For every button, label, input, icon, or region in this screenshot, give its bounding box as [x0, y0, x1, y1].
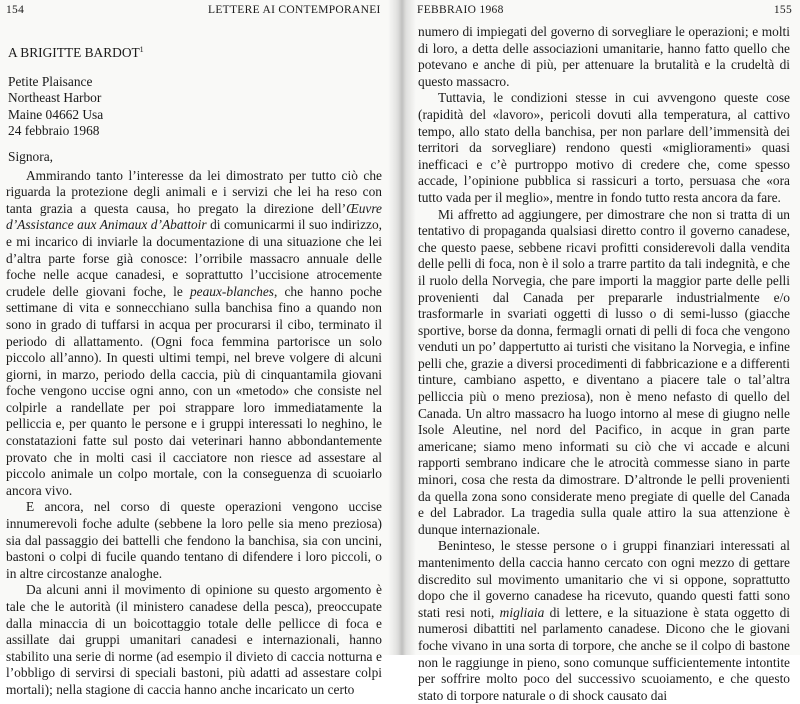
right-text [418, 24, 790, 704]
address-line: Petite Plaisance [8, 73, 93, 89]
sender-address [6, 74, 382, 140]
italic-term: peaux-blanches [189, 283, 274, 299]
address-line: Maine 04662 Usa [8, 106, 104, 122]
paragraph-text: di lettere, e la situazione è stata oggetto di numerosi dibattiti nel parlamento canadese. Dicono che le giovani foche vivano in una sorta di torpore, che anche se il colpo di bastone non le raggiunge in pieno, sono comunque sufficientemente intontite per soffrire molto poco del successivo scuoiamento, e che questo stato di torpore naturale o di shock causato dai [418, 604, 790, 703]
letter-recipient: A BRIGITTE BARDOT [8, 45, 140, 60]
left-page-body [6, 24, 382, 699]
paragraph: Mi affretto ad aggiungere, per dimostrare che non si tratta di un tentativo di propaganda qualsiasi diretto contro il governo canadese, che questo paese, sebbene ricavi profitti considerevoli dalla vendita delle pelli di foca, non è il solo a trarre partito da tali indegnità, e che il ruolo della Norvegia, che pare importi la maggior parte delle pelli provenienti dal Canada per prepararle industrialmente e/o trasformarle in svariati oggetti di lusso o di semi-lusso (giacche sportive, borse da donna, fermagli ornati di pelli di foca che vengono venduti un po’ dappertutto ai turisti che visitano la Norvegia, e infine pelli che, grazie a diversi procedimenti di fabbricazione e a differenti tinture, cambiano aspetto, e diventano a piacere tale o tal’altra pelliccia più o meno preziosa), non è meno nefasto di quello del Canada. Un altro massacro ha luogo intorno al mese di giugno nelle Isole Aleutine, nel nord del Pacifico, in acque in gran parte americane; siamo meno informati su ciò che vi accade e alcuni rapporti sembrano indicare che le atrocità commesse siano in parte minori, cosa che resta da dimostrare. D’altronde le pelli provenienti da quella zona sono considerate meno pregiate di quelle del Canada e del Labrador. La tragedia sulla quale attiro la sua attenzione è dunque internazionale. [418, 206, 790, 537]
right-page-body [418, 24, 790, 704]
letter-heading [6, 42, 382, 62]
left-running-header [0, 4, 396, 22]
paragraph-text: Beninteso, le stesse persone o i gruppi finanziari interessati al mantenimento della caccia hanno cercato con ogni mezzo di gettare discredito sul movimento umanitario che vi si oppone, soprattutto dopo che il governo canadese ha ricevuto, quando questi fatti sono stati resi noti, [418, 538, 790, 620]
salutation: Signora, [8, 148, 54, 164]
left-page-number: 154 [6, 4, 25, 16]
address-line: Northeast Harbor [8, 90, 102, 106]
right-running-title: FEBBRAIO 1968 [417, 4, 504, 16]
left-running-title: LETTERE AI CONTEMPORANEI [208, 4, 381, 16]
book-gutter-shadow [388, 0, 416, 655]
paragraph-text: , che hanno poche settimane di vita e sonnecchiano sulla banchisa fino a quando non sono in grado di tuffarsi in acqua per procurarsi il cibo, terminato il periodo di allattamento. (Ogni foca femmina partorisce un solo piccolo all’anno). In questi ultimi tempi, nel breve volgere di alcuni giorni, in marzo, periodo della caccia, più di cinquantamila giovani foche vengono uccise ogni anno, con un «metodo» che consiste nel colpirle a randellate per poi strappare loro immediatamente la pelliccia e, per quanto le persone e i gruppi interessati lo neghino, le constatazioni fatte sul posto dai veterinari hanno abbondantemente provato che in molti casi il cacciatore non riesce ad assestare al piccolo animale un colpo mortale, con la conseguenza di scuoiarlo ancora vivo. [6, 283, 382, 498]
left-text [6, 168, 382, 699]
paragraph [418, 538, 790, 704]
italic-org-name: Œuvre d’Assistance aux Animaux d’Abattoir [6, 200, 382, 233]
paragraph-text: di comunicarmi il suo indirizzo, e mi incarico di inviarle la documentazione di una situazione che lei d’altra parte forse già conosce: l’orribile massacro annuale delle foche nelle acque canadesi, e soprattutto l’uccisione atrocemente crudele delle giovani foche, le [6, 217, 382, 299]
footnote-marker: 1 [139, 45, 144, 54]
paragraph: E ancora, nel corso di queste operazioni vengono uccise innumerevoli foche adulte (sebbene la loro pelle sia meno preziosa) sia dal passaggio dei battelli che fendono la banchisa, sia con uncini, bastoni o colpi di fucile quando tentano di difendere i loro piccoli, o in altre circostanze analoghe. [6, 499, 382, 581]
left-page [0, 0, 396, 697]
paragraph-text: Ammirando tanto l’interesse da lei dimostrato per tutto ciò che riguarda la protezione degli animali e i servizi che lei ha reso con tanta grazia a questa causa, ho pregato la direzione dell’ [6, 167, 382, 216]
right-running-header [404, 4, 800, 22]
paragraph: Tuttavia, le condizioni stesse in cui avvengono queste cose (rapidità del «lavoro», pericoli dovuti alla temperatura, al cattivo tempo, allo stato della banchisa, per non parlare dell’immensità dei territori da sorvegliare) rendono questi «miglioramenti» quasi inefficaci e c’è purtroppo motivo di credere che, come spesso accade, l’opinione pubblica si rassicuri a torto, persuasa che «ora tutto vada per il meglio», mentre in fondo tutto resta ancora da fare. [418, 90, 790, 205]
paragraph [6, 168, 382, 500]
letter-date: 24 febbraio 1968 [8, 123, 100, 139]
right-page-number: 155 [773, 4, 792, 16]
paragraph: Da alcuni anni il movimento di opinione su questo argomento è tale che le autorità (il ministero canadese della pesca), preoccupate dalla minaccia di un boicottaggio totale delle pellicce di foca e assillate dai gruppi umanitari canadesi e internazionali, hanno stabilito una serie di norme (ad esempio il divieto di caccia notturna e l’obbligo di servirsi di speciali bastoni, più adatti ad assestare colpi mortali); nella stagione di caccia hanno anche incaricato un certo [6, 582, 382, 697]
paragraph: numero di impiegati del governo di sorvegliare le operazioni; e molti di loro, a detta delle associazioni umanitarie, hanno fatto quello che potevano e anche di più, per attenuare la brutalità e la crudeltà di questo massacro. [418, 24, 790, 89]
italic-word: migliaia [499, 604, 545, 620]
right-page [404, 0, 800, 703]
